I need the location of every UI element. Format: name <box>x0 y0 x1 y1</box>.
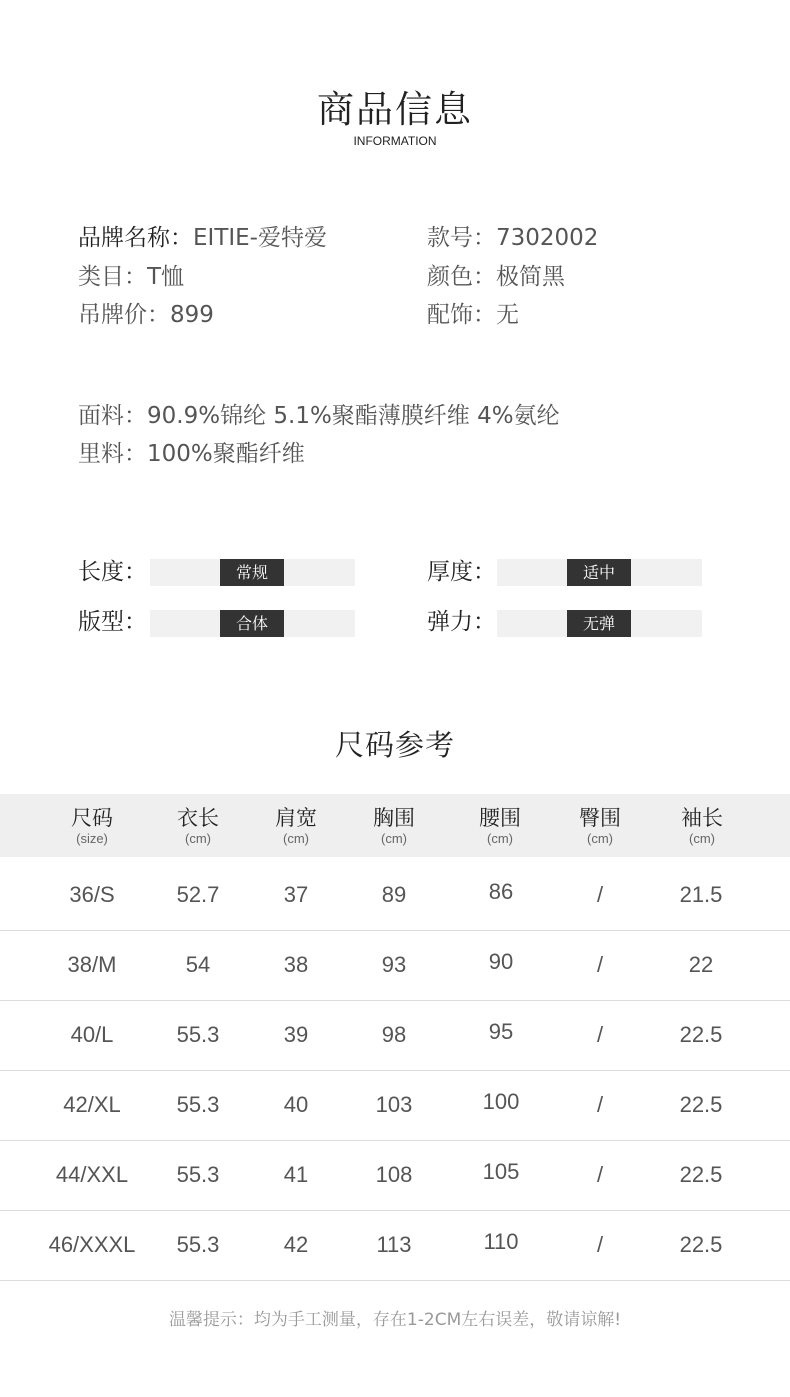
cell-length: 52.7 <box>176 882 220 907</box>
brand-row <box>78 223 327 253</box>
size-chart-title: 尺码参考 <box>334 728 455 762</box>
page-subtitle: INFORMATION <box>353 134 437 148</box>
cell-hip: / <box>596 952 604 977</box>
col-header-label: 袖长 <box>681 806 723 830</box>
lining-label: 里料： <box>78 441 147 467</box>
thickness-label: 厚度： <box>427 559 496 585</box>
lining-row <box>78 439 305 469</box>
col-header-label: 臀围 <box>579 806 621 830</box>
cell-shoulder: 41 <box>283 1162 309 1187</box>
cell-waist: 105 <box>482 1159 520 1184</box>
cell-size: 42/XL <box>63 1092 121 1117</box>
col-header-chest <box>334 794 454 857</box>
cell-waist: 86 <box>488 879 514 904</box>
table-row <box>0 859 790 931</box>
cell-shoulder: 39 <box>283 1022 309 1047</box>
cell-sleeve: 22.5 <box>679 1232 723 1257</box>
table-row <box>0 1209 790 1281</box>
table-row <box>0 1139 790 1211</box>
cell-size: 40/L <box>70 1022 114 1047</box>
length-scale <box>150 559 355 586</box>
col-header-sleeve <box>642 794 762 857</box>
fit-scale <box>150 610 355 637</box>
cell-length: 55.3 <box>176 1022 220 1047</box>
category-row <box>78 262 184 292</box>
cell-chest: 98 <box>381 1022 407 1047</box>
cell-size: 46/XXXL <box>48 1232 136 1257</box>
cell-sleeve: 22.5 <box>679 1022 723 1047</box>
col-header-unit: (cm) <box>283 831 309 846</box>
accessory-label: 配饰： <box>427 302 496 328</box>
elasticity-label: 弹力： <box>427 609 496 635</box>
price-value: 899 <box>170 302 214 328</box>
cell-sleeve: 22.5 <box>679 1092 723 1117</box>
style-no-row <box>427 223 598 253</box>
cell-size: 44/XXL <box>55 1162 129 1187</box>
col-header-unit: (size) <box>76 831 108 846</box>
fit-tag: 合体 <box>220 610 284 637</box>
cell-hip: / <box>596 1232 604 1257</box>
fabric-label: 面料： <box>78 403 147 429</box>
thickness-scale <box>497 559 702 586</box>
style-no-label: 款号： <box>427 225 496 251</box>
size-table-header <box>0 794 790 857</box>
cell-hip: / <box>596 1092 604 1117</box>
cell-chest: 113 <box>376 1232 412 1257</box>
table-row <box>0 999 790 1071</box>
table-row <box>0 929 790 1001</box>
cell-waist: 110 <box>483 1229 519 1254</box>
col-header-label: 尺码 <box>71 806 113 830</box>
cell-chest: 93 <box>381 952 407 977</box>
cell-hip: / <box>596 882 604 907</box>
thickness-tag: 适中 <box>567 559 631 586</box>
col-header-label: 胸围 <box>373 806 415 830</box>
cell-length: 55.3 <box>176 1232 220 1257</box>
col-header-unit: (cm) <box>185 831 211 846</box>
color-row <box>427 262 565 292</box>
brand-label: 品牌名称： <box>78 225 193 251</box>
cell-waist: 100 <box>482 1089 520 1114</box>
cell-chest: 89 <box>381 882 407 907</box>
col-header-unit: (cm) <box>487 831 513 846</box>
measurement-note: 温馨提示：均为手工测量，存在1-2CM左右误差，敬请谅解! <box>168 1310 622 1330</box>
col-header-label: 衣长 <box>177 806 219 830</box>
length-tag: 常规 <box>220 559 284 586</box>
col-header-unit: (cm) <box>689 831 715 846</box>
brand-value: EITIE-爱特爱 <box>193 225 327 251</box>
cell-hip: / <box>596 1162 604 1187</box>
length-label: 长度： <box>78 559 147 585</box>
cell-waist: 90 <box>488 949 514 974</box>
cell-size: 36/S <box>69 882 115 907</box>
elasticity-scale <box>497 610 702 637</box>
col-header-label: 腰围 <box>479 806 521 830</box>
style-no-value: 7302002 <box>496 225 599 251</box>
accessory-value: 无 <box>496 302 519 328</box>
fabric-value: 90.9%锦纶 5.1%聚酯薄膜纤维 4%氨纶 <box>147 403 560 429</box>
category-value: T恤 <box>147 264 185 290</box>
fabric-row <box>78 401 560 431</box>
color-value: 极简黑 <box>496 264 565 290</box>
color-label: 颜色： <box>427 264 496 290</box>
cell-sleeve: 22.5 <box>679 1162 723 1187</box>
cell-length: 55.3 <box>176 1162 220 1187</box>
category-label: 类目： <box>78 264 147 290</box>
cell-shoulder: 42 <box>283 1232 309 1257</box>
cell-size: 38/M <box>67 952 117 977</box>
cell-sleeve: 21.5 <box>679 882 723 907</box>
fit-label: 版型： <box>78 609 147 635</box>
cell-hip: / <box>596 1022 604 1047</box>
price-row <box>78 300 214 330</box>
col-header-unit: (cm) <box>587 831 613 846</box>
cell-length: 55.3 <box>176 1092 220 1117</box>
cell-length: 54 <box>185 952 211 977</box>
cell-shoulder: 40 <box>283 1092 309 1117</box>
cell-waist: 95 <box>488 1019 514 1044</box>
lining-value: 100%聚酯纤维 <box>147 441 305 467</box>
col-header-size <box>32 794 152 857</box>
cell-shoulder: 38 <box>283 952 309 977</box>
price-label: 吊牌价： <box>78 302 170 328</box>
cell-shoulder: 37 <box>283 882 309 907</box>
cell-chest: 108 <box>375 1162 413 1187</box>
accessory-row <box>427 300 519 330</box>
table-row <box>0 1069 790 1141</box>
cell-sleeve: 22 <box>688 952 714 977</box>
page-title: 商品信息 <box>317 88 473 131</box>
col-header-unit: (cm) <box>381 831 407 846</box>
elasticity-tag: 无弹 <box>567 610 631 637</box>
col-header-label: 肩宽 <box>275 806 317 830</box>
cell-chest: 103 <box>375 1092 413 1117</box>
